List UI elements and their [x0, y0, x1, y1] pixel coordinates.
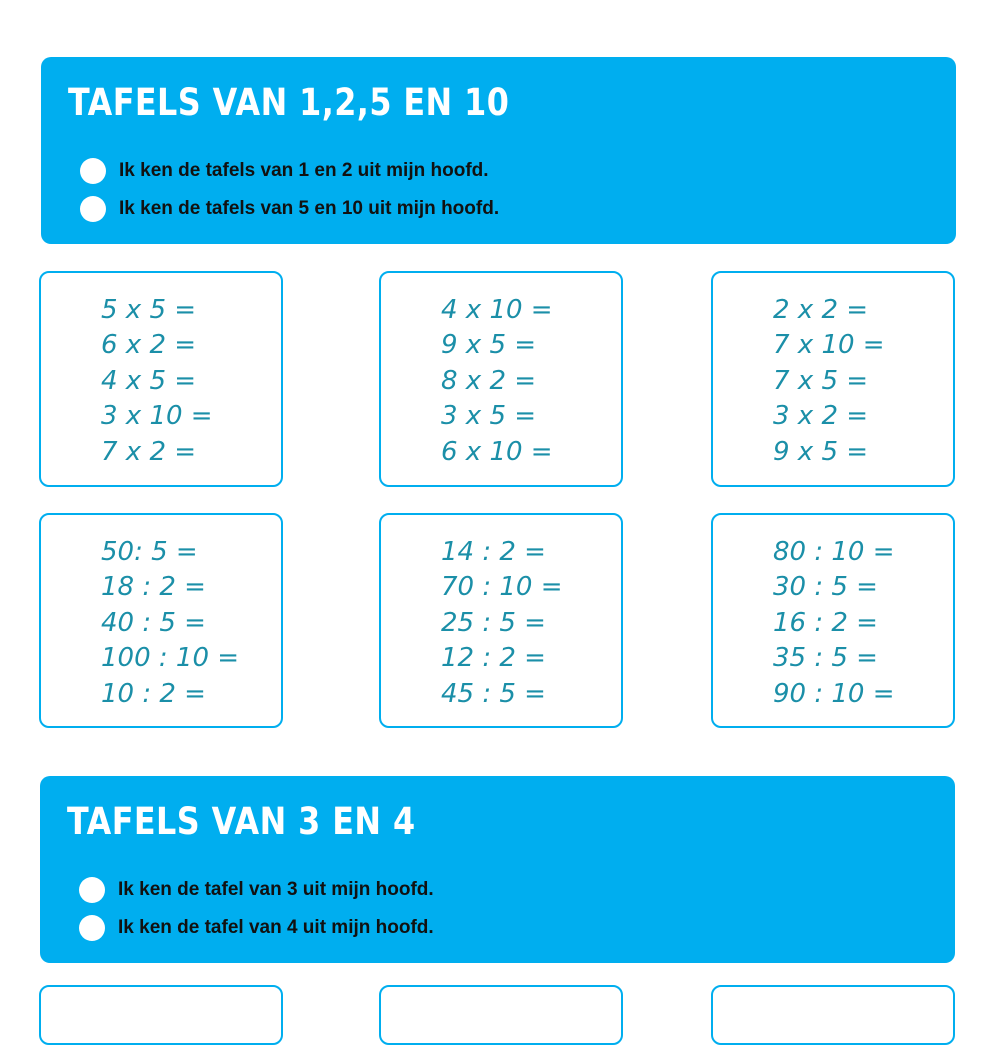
exercise-text: 6 x 2 =: [101, 330, 197, 361]
exercise: [441, 364, 553, 399]
self-check-label: Ik ken de tafels van 1 en 2 uit mijn hoofd.: [119, 160, 489, 181]
exercise-text: 10 : 2 =: [101, 678, 206, 709]
exercise: [773, 435, 885, 470]
exercise: [101, 399, 213, 434]
exercise-text: 45 : 5 =: [441, 678, 546, 709]
exercise-text: 9 x 5 =: [441, 330, 537, 361]
exercise-box: [711, 513, 955, 728]
exercise-list: [101, 293, 213, 470]
exercise-box: [39, 513, 283, 728]
exercise: [101, 677, 239, 712]
self-check-item: [79, 909, 434, 947]
exercise-text: 30 : 5 =: [773, 572, 878, 603]
exercise: [441, 641, 563, 676]
exercise-text: 4 x 5 =: [101, 365, 197, 396]
self-check-item: [80, 190, 499, 228]
exercise: [773, 535, 895, 570]
exercise: [773, 641, 895, 676]
exercise: [101, 535, 239, 570]
exercise-text: 9 x 5 =: [773, 436, 869, 467]
exercise-text: 6 x 10 =: [441, 436, 553, 467]
exercise: [773, 328, 885, 363]
exercise-box: [379, 513, 623, 728]
exercise: [441, 399, 553, 434]
exercise-text: 7 x 2 =: [101, 436, 197, 467]
exercise: [101, 435, 213, 470]
exercise-text: 16 : 2 =: [773, 607, 878, 638]
section-title: TAFELS VAN 1,2,5 EN 10: [68, 81, 510, 124]
exercise-text: 25 : 5 =: [441, 607, 546, 638]
exercise-box: [39, 271, 283, 487]
section-header-tafels-1-2-5-10: [41, 57, 956, 244]
self-check-label: Ik ken de tafels van 5 en 10 uit mijn hoofd.: [119, 198, 500, 219]
exercise-text: 7 x 10 =: [773, 330, 885, 361]
exercise-text: 7 x 5 =: [773, 365, 869, 396]
exercise-text: 50: 5 =: [101, 537, 198, 567]
checkbox-circle-icon[interactable]: [79, 877, 105, 903]
section-title: TAFELS VAN 3 EN 4: [67, 800, 416, 843]
exercise-text: 3 x 2 =: [773, 401, 869, 432]
exercise-list: [441, 293, 553, 470]
exercise: [101, 606, 239, 641]
checkbox-circle-icon[interactable]: [80, 158, 106, 184]
exercise: [773, 606, 895, 641]
exercise: [101, 641, 239, 676]
exercise: [773, 677, 895, 712]
exercise-text: 70 : 10 =: [441, 572, 563, 603]
section-header-tafels-3-4: [40, 776, 955, 963]
exercise-list: [101, 535, 239, 712]
exercise: [441, 293, 553, 328]
exercise-text: 12 : 2 =: [441, 643, 546, 674]
exercise-text: 100 : 10 =: [101, 643, 240, 674]
exercise: [101, 293, 213, 328]
self-check-item: [80, 152, 499, 190]
exercise: [101, 328, 213, 363]
exercise: [441, 328, 553, 363]
exercise-list: [773, 535, 895, 712]
exercise-text: 40 : 5 =: [101, 607, 206, 638]
exercise: [773, 570, 895, 605]
exercise: [441, 535, 563, 570]
exercise: [773, 293, 885, 328]
self-check-label: Ik ken de tafel van 4 uit mijn hoofd.: [118, 917, 434, 938]
exercise-box: [39, 985, 283, 1045]
self-check-list: [79, 871, 434, 947]
exercise-text: 4 x 10 =: [441, 295, 553, 325]
self-check-label: Ik ken de tafel van 3 uit mijn hoofd.: [118, 879, 434, 900]
self-check-item: [79, 871, 434, 909]
exercise-list: [441, 535, 563, 712]
exercise-list: [773, 293, 885, 470]
exercise: [441, 570, 563, 605]
exercise: [441, 435, 553, 470]
exercise-text: 2 x 2 =: [773, 295, 869, 325]
checkbox-circle-icon[interactable]: [79, 915, 105, 941]
exercise: [773, 399, 885, 434]
self-check-list: [80, 152, 499, 228]
exercise-box: [379, 271, 623, 487]
exercise-text: 80 : 10 =: [773, 537, 895, 567]
exercise-text: 35 : 5 =: [773, 643, 878, 674]
exercise-text: 3 x 10 =: [101, 401, 213, 432]
exercise-text: 5 x 5 =: [101, 295, 197, 325]
exercise-text: 3 x 5 =: [441, 401, 537, 432]
checkbox-circle-icon[interactable]: [80, 196, 106, 222]
exercise: [441, 606, 563, 641]
exercise: [441, 677, 563, 712]
exercise: [773, 364, 885, 399]
exercise-box: [379, 985, 623, 1045]
exercise-text: 14 : 2 =: [441, 537, 546, 567]
exercise-box: [711, 985, 955, 1045]
exercise: [101, 570, 239, 605]
exercise-text: 90 : 10 =: [773, 678, 895, 709]
exercise-text: 18 : 2 =: [101, 572, 206, 603]
exercise: [101, 364, 213, 399]
exercise-text: 8 x 2 =: [441, 365, 537, 396]
exercise-box: [711, 271, 955, 487]
